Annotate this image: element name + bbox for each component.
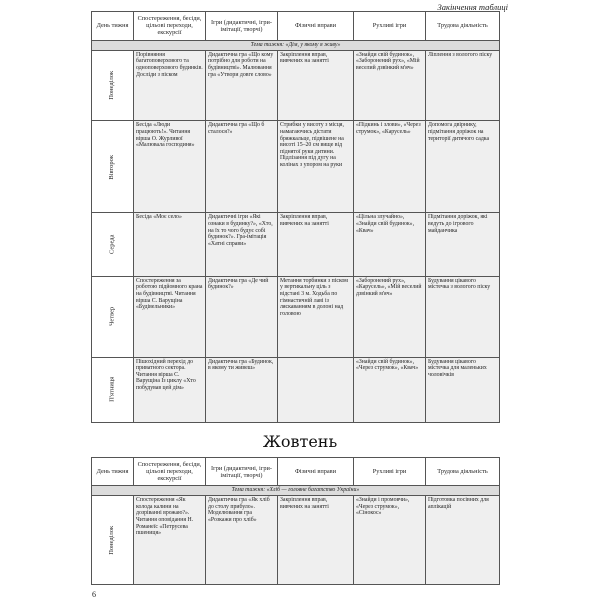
header-labor: Трудова діяльність — [426, 12, 500, 41]
table-row — [92, 496, 500, 585]
header-observations: Спостереження, бесіди, цільові переходи, екскурсії — [134, 458, 206, 486]
physical-cell: Закріплення вправ, вивчених на занятті — [278, 213, 354, 276]
labor-cell: Допомога двірнику, підмітання доріжок на території дитячого садка — [426, 121, 500, 213]
observations-cell: Бесіда «Люди працюють!». Читання вірша О. Журливої «Малювала господиня» — [134, 121, 206, 213]
day-cell: Понеділок — [92, 50, 134, 121]
header-games: Ігри (дидактичні, ігри-імітації, творчі) — [206, 12, 278, 41]
day-cell: П'ятниця — [92, 357, 134, 422]
table-header-row — [92, 12, 500, 41]
games-cell: Дидактичні ігри «Які ознаки в будинку?», «Хто, на їх то чого будує собі будинок?». Гра-імітація «Хатні справи» — [206, 213, 278, 276]
theme-row — [92, 40, 500, 50]
physical-cell: Метання торбинки з піском у вертикальну ціль з відстані 3 м. Ходьба по гімнастичній лаві із ляскаванням в долоні над головою — [278, 276, 354, 357]
header-mobile-games: Рухливі ігри — [354, 458, 426, 486]
week-theme: Тема тижня: «Хліб — головне багатство України» — [92, 486, 500, 496]
day-cell: Понеділок — [92, 496, 134, 585]
header-labor: Трудова діяльність — [426, 458, 500, 486]
day-cell: Вівторок — [92, 121, 134, 213]
header-physical: Фізичні вправи — [278, 12, 354, 41]
week-theme: Тема тижня: «Дім, у якому я живу» — [92, 40, 500, 50]
mobile-games-cell: «Цільна злучайно», «Знайди свій будинок», «Квач» — [354, 213, 426, 276]
table-row — [92, 357, 500, 422]
labor-cell: Ліплення з вологого піску — [426, 50, 500, 121]
mobile-games-cell: «Знайди свій будинок», «Заборонений рух», «Мій веселий дзвінкий м'яч» — [354, 50, 426, 121]
mobile-games-cell: «Підкинь і злови», «Через струмок», «Карусель» — [354, 121, 426, 213]
continuation-caption: Закінчення таблиці — [437, 2, 508, 12]
physical-cell: Закріплення вправ, вивчених на занятті — [278, 50, 354, 121]
september-plan-table — [91, 11, 500, 423]
games-cell: Дидактична гра «Що б сталося?» — [206, 121, 278, 213]
observations-cell: Порівняння багатоповерхового та одноповерхового будинків. Досліди з піском — [134, 50, 206, 121]
month-title: Жовтень — [262, 432, 338, 451]
games-cell: Дидактична гра «Що кому потрібно для роботи на будівництві». Малювання гра «Утвори довге слово» — [206, 50, 278, 121]
mobile-games-cell: «Знайди і промовчи», «Через струмок», «Сінокос» — [354, 496, 426, 585]
header-games: Ігри (дидактичні, ігри-імітації, творчі) — [206, 458, 278, 486]
labor-cell: Підмітання доріжок, які ведуть до ігрового майданчика — [426, 213, 500, 276]
page-number: 6 — [92, 590, 96, 599]
header-physical: Фізичні вправи — [278, 458, 354, 486]
table-header-row — [92, 458, 500, 486]
games-cell: Дидактична гра «Як хліб до столу прибуло». Моделювання гра «Розкажи про хліб» — [206, 496, 278, 585]
october-plan-table — [91, 457, 500, 585]
mobile-games-cell: «Заборонений рух», «Карусель», «Мій веселий дзвінкий м'яч» — [354, 276, 426, 357]
physical-cell: Закріплення вправ, вивчених на занятті — [278, 496, 354, 585]
table-row — [92, 121, 500, 213]
table-row — [92, 213, 500, 276]
header-observations: Спостереження, бесіди, цільові переходи, екскурсії — [134, 12, 206, 41]
header-day: День тижня — [92, 12, 134, 41]
physical-cell — [278, 357, 354, 422]
labor-cell: Підготовка посівних для аплікацій — [426, 496, 500, 585]
observations-cell: Пішохідний перехід до приватного сектора. Читання вірша С. Варущіна Із циклу «Хто побудував цей дім» — [134, 357, 206, 422]
observations-cell: Спостереження за роботою підйомного крана на будівництві. Читання вірша С. Варущіна «Будівельники» — [134, 276, 206, 357]
games-cell: Дидактична гра «Де чий будинок?» — [206, 276, 278, 357]
observations-cell: Бесіда «Моє село» — [134, 213, 206, 276]
theme-row — [92, 486, 500, 496]
table-row — [92, 276, 500, 357]
day-cell: Четвер — [92, 276, 134, 357]
games-cell: Дидактична гра «Будинок, в якому ти живеш» — [206, 357, 278, 422]
physical-cell: Стрибки у висоту з місця, намагаючись дістати бряжкальце, підвішене на висоті 15–20 см вище від піднятої руки дитини. Підлізання під дугу на колінах з упором на руки — [278, 121, 354, 213]
mobile-games-cell: «Знайди свій будинок», «Через струмок», «Квач» — [354, 357, 426, 422]
labor-cell: Будування цікавого містечка для маленьких чоловічків — [426, 357, 500, 422]
observations-cell: Спостереження «Як колода калини на дозріванні врожаю?». Читання оповідання Н. Романеїс «Петрусева пшениця» — [134, 496, 206, 585]
table-row — [92, 50, 500, 121]
header-day: День тижня — [92, 458, 134, 486]
labor-cell: Будування цікавого містечка з вологого піску — [426, 276, 500, 357]
header-mobile-games: Рухливі ігри — [354, 12, 426, 41]
day-cell: Середа — [92, 213, 134, 276]
